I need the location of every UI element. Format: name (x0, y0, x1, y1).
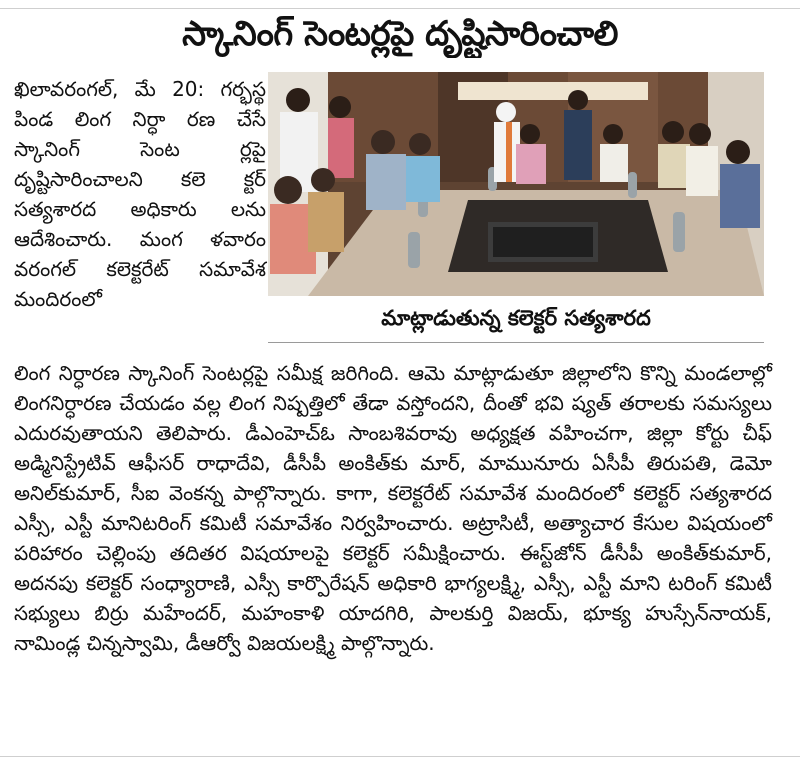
photo-caption: మాట్లాడుతున్న కలెక్టర్ సత్యశారద (381, 306, 651, 330)
headline: స్కానింగ్ సెంటర్లపై దృష్టిసారించాలి (182, 14, 618, 54)
caption-divider (268, 342, 764, 343)
top-border (0, 0, 800, 9)
lead-column-text: ఖిలావరంగల్, మే 20: గర్భస్థ పిండ లింగ నిర్ధా రణ చేసే స్కానింగ్ సెంట ర్లపై దృష్టిసారించాలని కలె క్టర్ సత్యశారద అధికారు లను ఆదేశించారు. మంగ ళవారం వరంగల్ కలెక్టరేట్ సమావేశ మందిరంలో (14, 77, 266, 311)
bottom-border (0, 756, 800, 757)
article-body-text: లింగ నిర్ధారణ స్కానింగ్ సెంటర్లపై సమీక్ష జరిగింది. ఆమె మాట్లాడుతూ జిల్లాలోని కొన్ని మండలాల్లో లింగనిర్ధారణ చేయడం వల్ల లింగ నిష్పత్తిలో తేడా వస్తోందని, దీంతో భవి ష్యత్ తరాలకు సమస్యలు ఎదురవుతాయని తెలిపారు. డీఎంహెచ్ఓ సాంబశివరావు అధ్యక్షత వహించగా, జిల్లా కోర్టు చీఫ్ అడ్మినిస్ట్రేటివ్ ఆఫీసర్ రాధాదేవి, డీసీపీ అంకిత్‌కు మార్, మామునూరు ఏసీపీ తిరుపతి, డెమో అనిల్‌కుమార్, సీఐ వెంకన్న పాల్గొన్నారు. కాగా, కలెక్టరేట్ సమావేశ మందిరంలో కలెక్టర్ సత్యశారద ఎస్సీ, ఎస్టీ మానిటరింగ్ కమిటీ సమావేశం నిర్వహించారు. అట్రాసిటీ, అత్యాచార కేసుల విషయంలో పరిహారం చెల్లింపు తదితర విషయాలపై కలెక్టర్ సమీక్షించారు. ఈస్ట్‌జోన్ డీసీపీ అంకిత్‌కుమార్, అదనపు కలెక్టర్ సంధ్యారాణి, ఎస్సీ కార్పొరేషన్ అధికారి భాగ్యలక్ష్మి, ఎస్సీ, ఎస్టీ మాని టరింగ్ కమిటీ సభ్యులు బిర్రు మహేందర్, మహంకాళి యాదగిరి, పాలకుర్తి విజయ్, భూక్య హుస్సేన్‌నాయక్, నామిండ్ల చిన్నస్వామి, డీఆర్వో విజయలక్ష్మి పాల్గొన్నారు. (14, 361, 772, 655)
news-photo (268, 72, 764, 296)
